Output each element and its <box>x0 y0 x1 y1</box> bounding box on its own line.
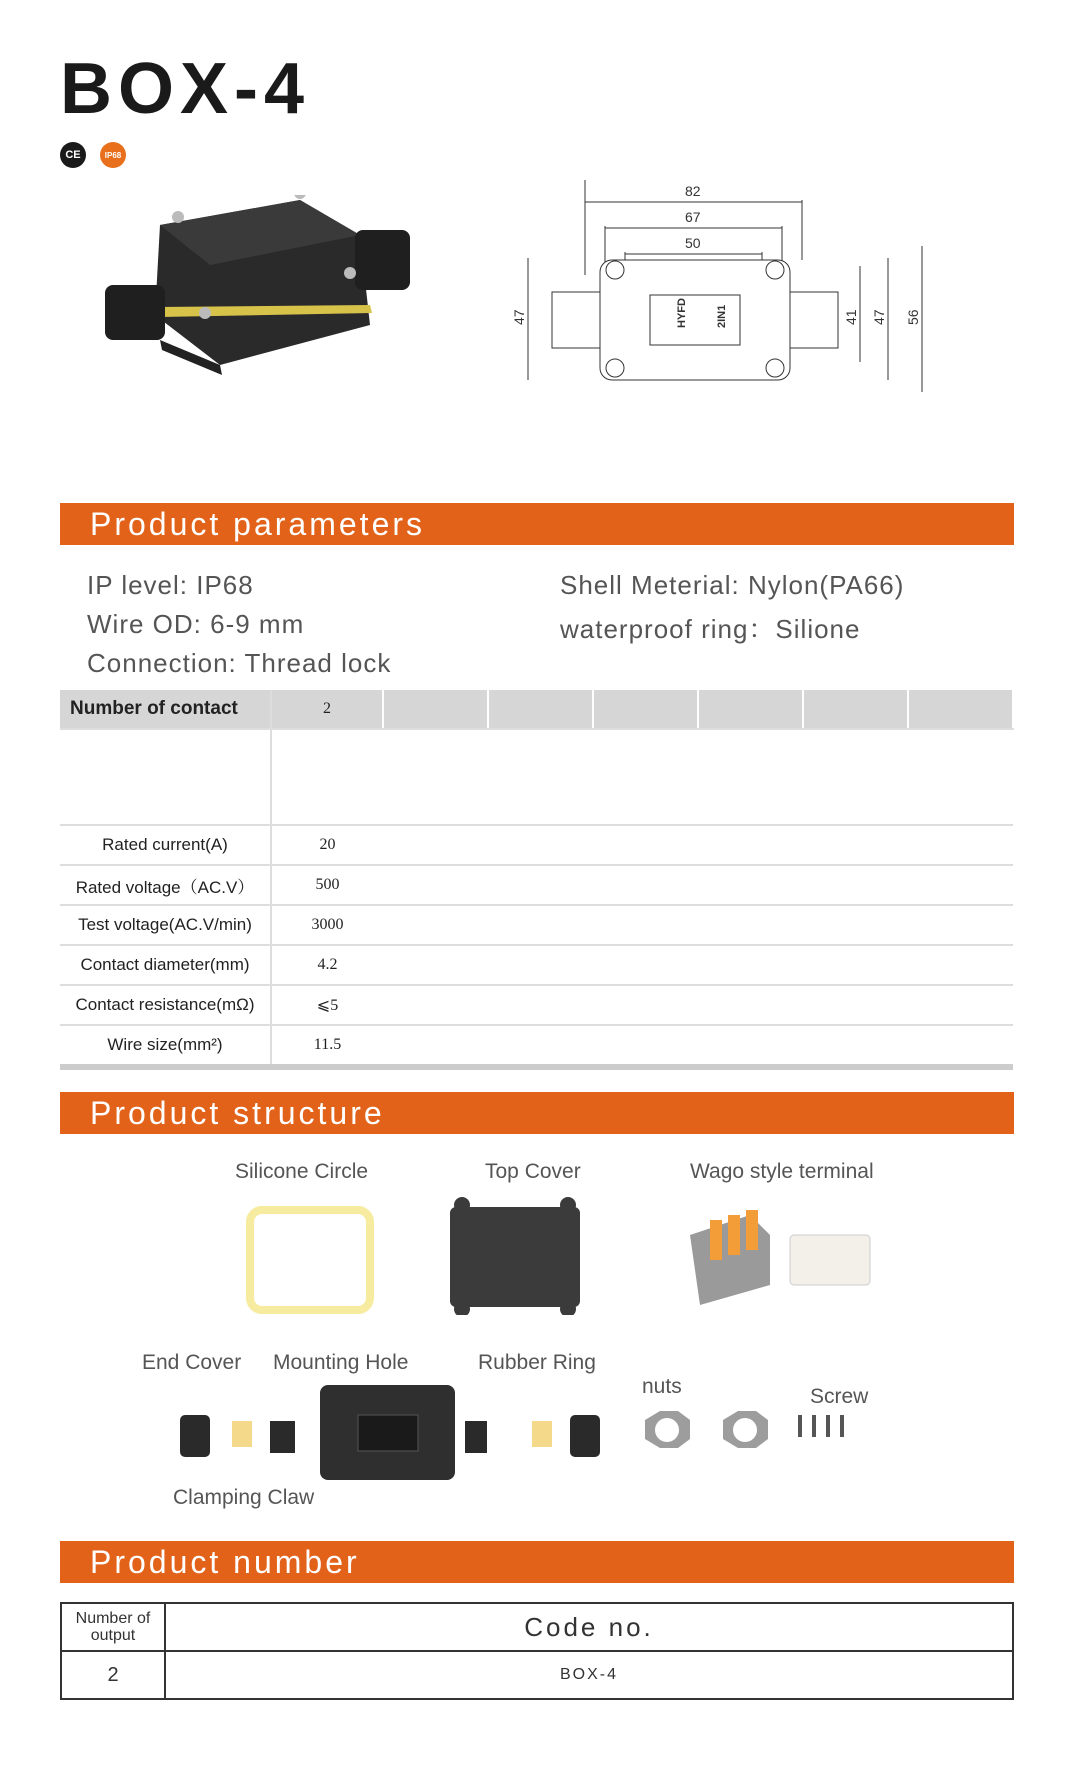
pn-col1-header: Number of output <box>61 1603 165 1651</box>
spec-row <box>60 905 1013 945</box>
label-wago: Wago style terminal <box>690 1160 874 1183</box>
spec-table <box>60 690 1014 1070</box>
spec-row-label: Wire size(mm²) <box>60 1025 271 1067</box>
top-cover-image <box>450 1207 580 1307</box>
dim-82: 82 <box>685 183 701 199</box>
spec-header-value: 2 <box>271 690 383 729</box>
pn-row-code: BOX-4 <box>165 1651 1013 1699</box>
rubber-ring-left-image <box>232 1421 252 1447</box>
label-rubber-ring: Rubber Ring <box>478 1351 596 1374</box>
ce-mark-icon: CE <box>60 142 86 168</box>
label-clamping-claw: Clamping Claw <box>173 1486 315 1509</box>
spec-row <box>60 945 1013 985</box>
ip68-icon: IP68 <box>100 142 126 168</box>
param-wire-od: Wire OD: 6-9 mm <box>87 609 305 639</box>
spec-row-label: Contact resistance(mΩ) <box>60 985 271 1025</box>
wago-terminal-image <box>690 1210 870 1305</box>
rubber-ring-right-image <box>532 1421 552 1447</box>
junction-box-image <box>105 195 410 375</box>
param-shell: Shell Meterial: Nylon(PA66) <box>560 570 905 600</box>
print-brand: HYFD <box>676 298 688 328</box>
dim-50: 50 <box>685 235 701 251</box>
product-photo <box>100 195 440 420</box>
spec-row-value: 3000 <box>271 905 383 945</box>
spec-row-value: 500 <box>271 865 383 905</box>
page-title: BOX-4 <box>60 49 311 129</box>
pn-col2-header: Code no. <box>165 1603 1013 1651</box>
param-connection: Connection: Thread lock <box>87 648 392 678</box>
dim-56: 56 <box>905 309 921 325</box>
structure-parts-top <box>230 1195 910 1315</box>
spec-row <box>60 985 1013 1025</box>
end-cover-image <box>180 1415 210 1457</box>
dim-41: 41 <box>843 309 859 325</box>
label-top-cover: Top Cover <box>485 1160 581 1183</box>
spec-row-value: 11.5 <box>271 1025 383 1067</box>
spec-row-label: Rated voltage（AC.V） <box>60 865 271 905</box>
spec-row-label: Test voltage(AC.V/min) <box>60 905 271 945</box>
spec-row-value: ⩽5 <box>271 985 383 1025</box>
label-screw: Screw <box>810 1385 869 1408</box>
section-structure: Product structure <box>60 1092 1014 1134</box>
pn-row-output: 2 <box>61 1651 165 1699</box>
print-model: 2IN1 <box>716 304 728 328</box>
section-number: Product number <box>60 1541 1014 1583</box>
dim-47-left: 47 <box>511 309 527 325</box>
dimension-drawing <box>510 180 950 430</box>
spec-row-value: 4.2 <box>271 945 383 985</box>
spec-row-value: 20 <box>271 825 383 865</box>
label-end-cover: End Cover <box>142 1351 242 1374</box>
spec-row <box>60 1025 1013 1067</box>
label-nuts: nuts <box>642 1375 682 1398</box>
dim-47-right: 47 <box>871 309 887 325</box>
section-parameters: Product parameters <box>60 503 1014 545</box>
silicone-circle-image <box>250 1210 370 1310</box>
spec-row <box>60 865 1013 905</box>
param-ring: waterproof ring：Silione <box>560 614 861 644</box>
product-number-table <box>60 1602 1014 1700</box>
label-mounting-hole: Mounting Hole <box>273 1351 409 1374</box>
param-ip-level: IP level: IP68 <box>87 570 254 600</box>
label-silicone-circle: Silicone Circle <box>235 1160 369 1183</box>
dim-67: 67 <box>685 209 701 225</box>
spec-row-label: Contact diameter(mm) <box>60 945 271 985</box>
screws-image <box>798 1415 844 1437</box>
spec-row <box>60 825 1013 865</box>
structure-parts-bottom <box>170 1375 890 1495</box>
spec-header-label: Number of contact <box>60 690 271 729</box>
spec-row-label: Rated current(A) <box>60 825 271 865</box>
clamping-claw-image <box>270 1421 295 1453</box>
